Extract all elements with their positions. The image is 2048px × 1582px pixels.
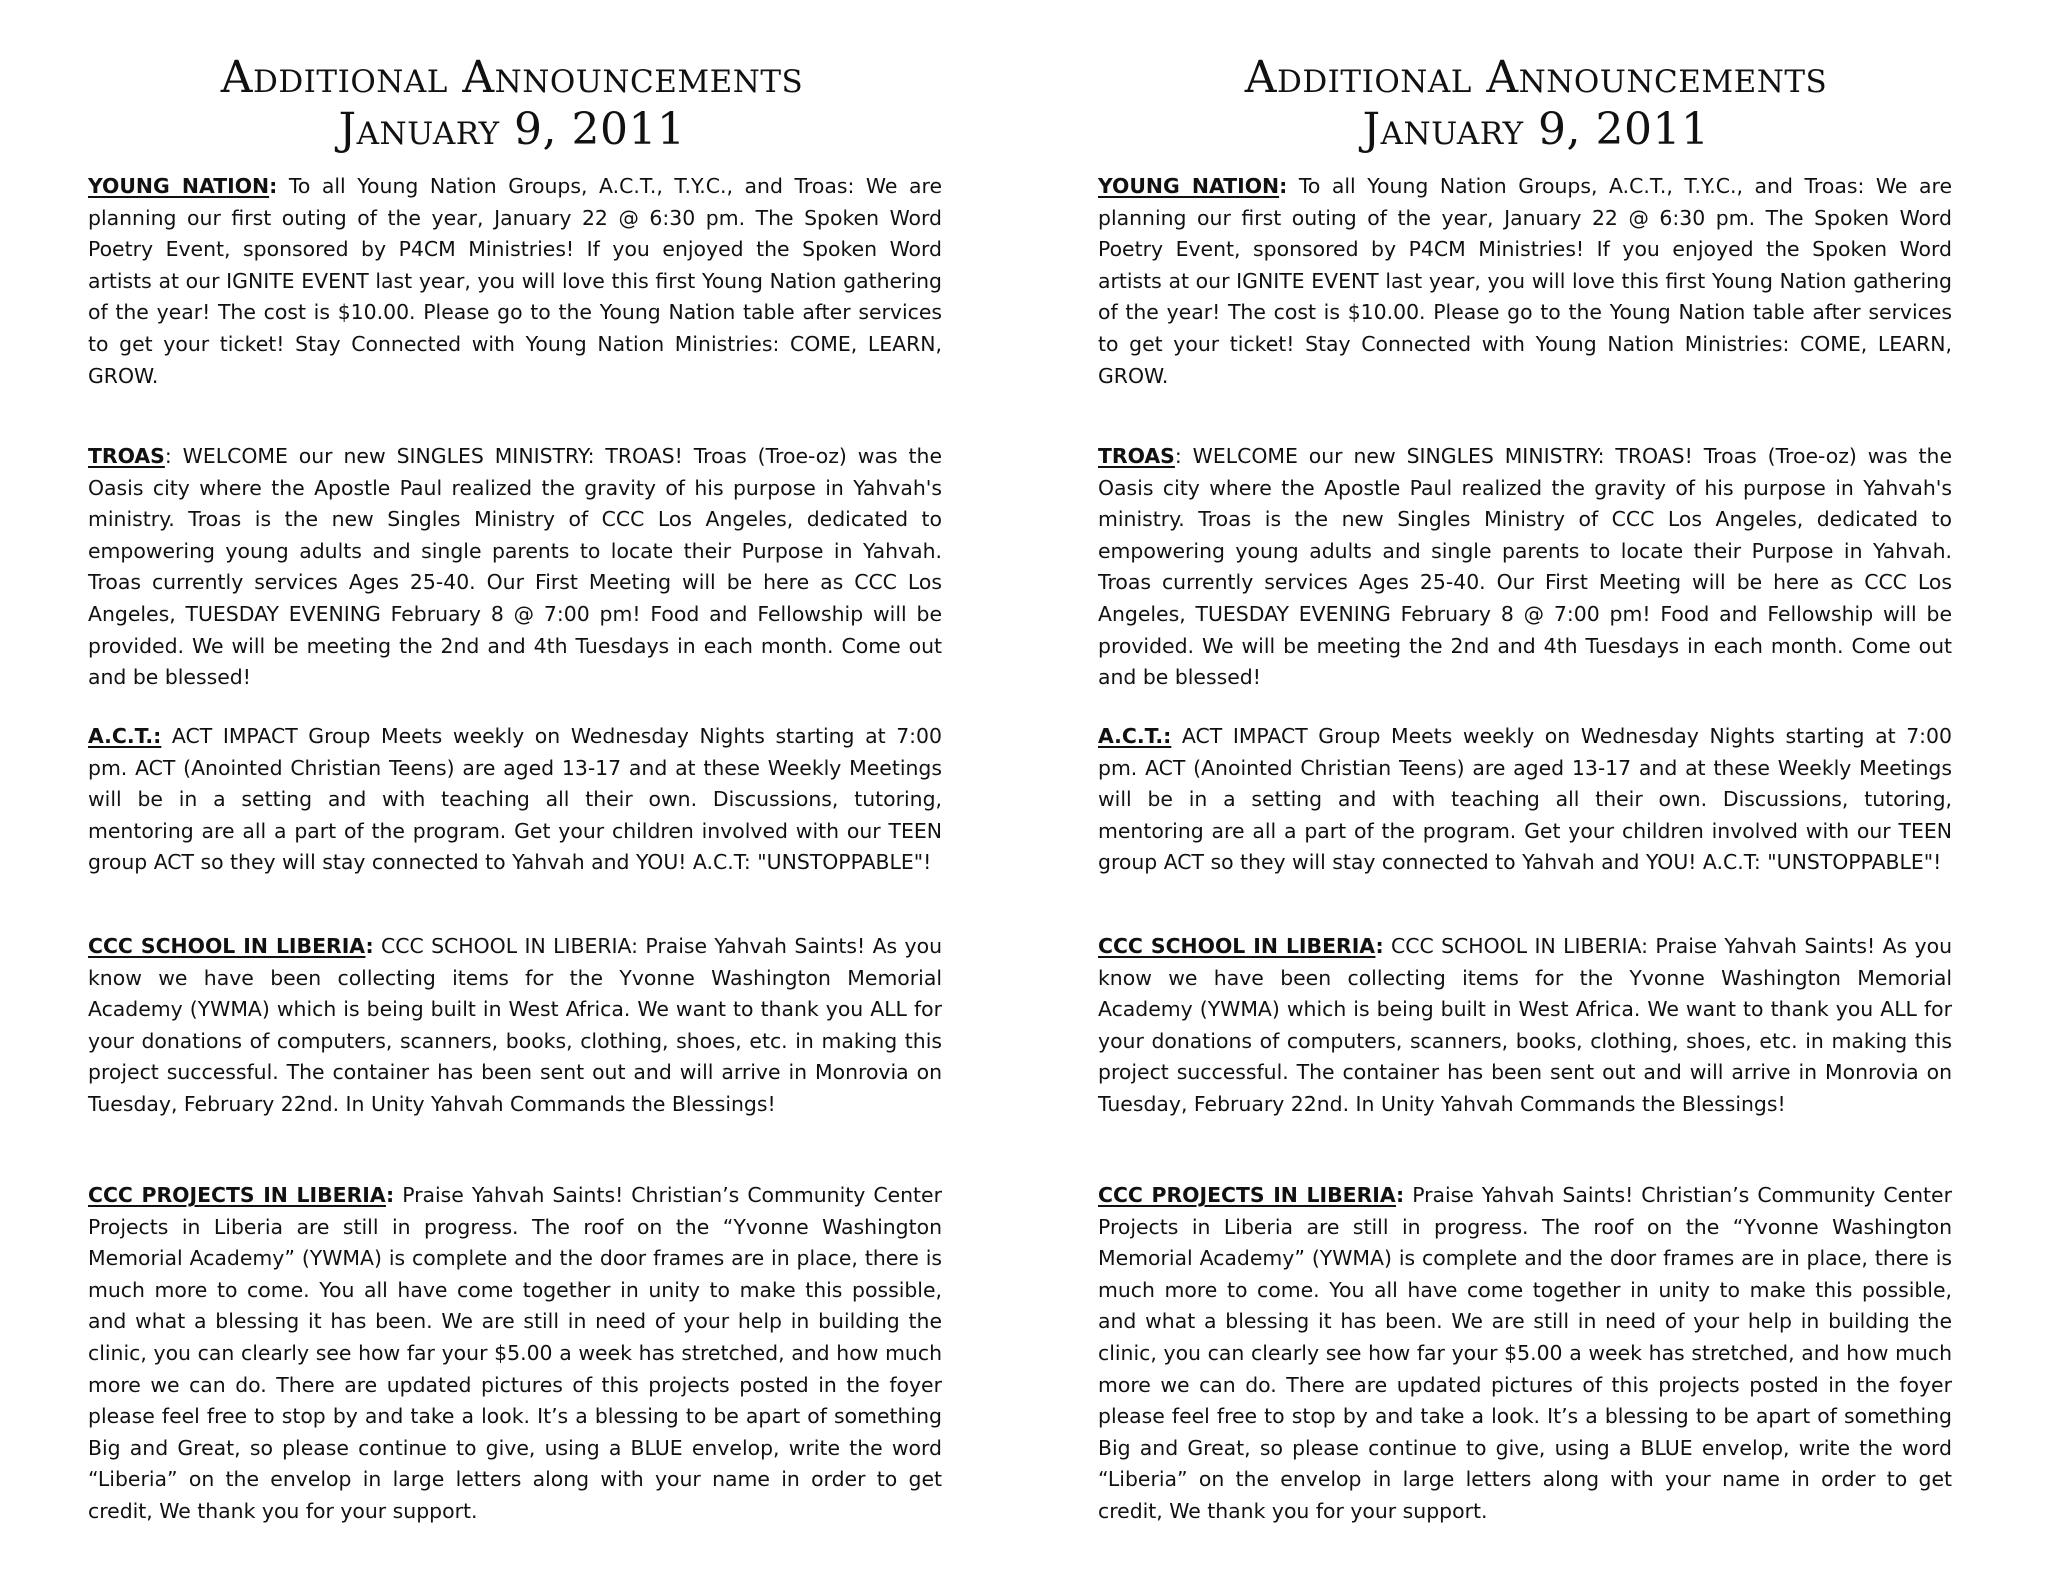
title-date: January 9, 2011 [1362,104,1710,155]
announcement-body: CCC SCHOOL IN LIBERIA: Praise Yahvah Saints! As you know we have been collecting items for the Yvonne Washington Memorial Academy (YWMA) which is being built in West Africa. We want to thank you ALL for your donations of computers, scanners, books, clothing, shoes, etc. in making this project successful. The container has been sent out and will arrive in Monrovia on Tuesday, February 22nd. In Unity Yahvah Commands the Blessings! [88,934,943,1116]
announcement-body: To all Young Nation Groups, A.C.T., T.Y.C., and Troas: We are planning our first outing of the year, January 22 @ 6:30 pm. The Spoken Word Poetry Event, sponsored by P4CM Ministries! If you enjoyed the Spoken Word artists at our IGNITE EVENT last year, you will love this first Young Nation gathering of the year! The cost is $10.00. Please go to the Young Nation table after services to get your ticket! Stay Connected with Young Nation Ministries: COME, LEARN, GROW. [1098,174,1952,388]
announcement-young-nation [88,171,942,392]
announcement-heading: YOUNG NATION [1098,174,1280,198]
announcement-heading: YOUNG NATION [88,174,270,198]
announcement-heading: TROAS [88,444,165,468]
announcement-body: WELCOME our new SINGLES MINISTRY: TROAS! Troas (Troe-oz) was the Oasis city where the Apostle Paul realized the gravity of his purpose in Yahvah's ministry. Troas is the new Singles Ministry of CCC Los Angeles, dedicated to empowering young adults and single parents to locate their Purpose in Yahvah. Troas currently services Ages 25-40. Our First Meeting will be here as CCC Los Angeles, TUESDAY EVENING February 8 @ 7:00 pm! Food and Fellowship will be provided. We will be meeting the 2nd and 4th Tuesdays in each month. Come out and be blessed! [88,444,942,690]
heading-separator: : [365,934,374,958]
announcement-body: Praise Yahvah Saints! Christian’s Community Center Projects in Liberia are still in progress. The roof on the “Yvonne Washington Memorial Academy” (YWMA) is complete and the door frames are in place, there is much more to come. You all have come together in unity to make this possible, and what a blessing it has been. We are still in need of your help in building the clinic, you can clearly see how far your $5.00 a week has stretched, and how much more we can do. There are updated pictures of this projects posted in the foyer please feel free to stop by and take a look. It’s a blessing to be apart of something Big and Great, so please continue to give, using a BLUE envelop, write the word “Liberia” on the envelop in large letters along with your name in order to get credit, We thank you for your support. [1098,1183,1952,1523]
announcement-heading: CCC SCHOOL IN LIBERIA [88,934,366,958]
heading-separator: : [1396,1183,1405,1207]
announcement-ccc-projects-liberia [1098,1180,1952,1528]
announcement-body: ACT IMPACT Group Meets weekly on Wednesday Nights starting at 7:00 pm. ACT (Anointed Christian Teens) are aged 13-17 and at these Weekly Meetings will be in a setting and with teaching all their own. Discussions, tutoring, mentoring are all a part of the program. Get your children involved with our TEEN group ACT so they will stay connected to Yahvah and YOU! A.C.T: "UNSTOPPABLE"! [1098,724,1952,875]
heading-separator: : [269,174,278,198]
heading-separator: : [1279,174,1288,198]
announcement-young-nation [1098,171,1952,392]
title-line-1: Additional Announcements [220,52,804,103]
announcement-body: WELCOME our new SINGLES MINISTRY: TROAS! Troas (Troe-oz) was the Oasis city where the Apostle Paul realized the gravity of his purpose in Yahvah's ministry. Troas is the new Singles Ministry of CCC Los Angeles, dedicated to empowering young adults and single parents to locate their Purpose in Yahvah. Troas currently services Ages 25-40. Our First Meeting will be here as CCC Los Angeles, TUESDAY EVENING February 8 @ 7:00 pm! Food and Fellowship will be provided. We will be meeting the 2nd and 4th Tuesdays in each month. Come out and be blessed! [1098,444,1952,690]
announcement-ccc-projects-liberia [88,1180,942,1528]
announcement-act [88,721,942,879]
announcement-troas [88,441,942,694]
title-line-1: Additional Announcements [1244,52,1828,103]
announcement-ccc-school-liberia [88,931,942,1121]
heading-separator: : [1375,934,1384,958]
title-date: January 9, 2011 [338,104,686,155]
announcement-heading: CCC SCHOOL IN LIBERIA [1098,934,1376,958]
announcement-act [1098,721,1952,879]
announcement-body: To all Young Nation Groups, A.C.T., T.Y.C., and Troas: We are planning our first outing of the year, January 22 @ 6:30 pm. The Spoken Word Poetry Event, sponsored by P4CM Ministries! If you enjoyed the Spoken Word artists at our IGNITE EVENT last year, you will love this first Young Nation gathering of the year! The cost is $10.00. Please go to the Young Nation table after services to get your ticket! Stay Connected with Young Nation Ministries: COME, LEARN, GROW. [88,174,942,388]
announcement-heading: A.C.T.: [88,724,162,748]
page-title [0,52,1024,156]
page-title [1024,52,2048,156]
announcement-body: ACT IMPACT Group Meets weekly on Wednesday Nights starting at 7:00 pm. ACT (Anointed Christian Teens) are aged 13-17 and at these Weekly Meetings will be in a setting and with teaching all their own. Discussions, tutoring, mentoring are all a part of the program. Get your children involved with our TEEN group ACT so they will stay connected to Yahvah and YOU! A.C.T: "UNSTOPPABLE"! [88,724,942,875]
announcement-heading: CCC PROJECTS IN LIBERIA [88,1183,387,1207]
bulletin-page-right [1024,0,2048,1582]
announcement-body: CCC SCHOOL IN LIBERIA: Praise Yahvah Saints! As you know we have been collecting items for the Yvonne Washington Memorial Academy (YWMA) which is being built in West Africa. We want to thank you ALL for your donations of computers, scanners, books, clothing, shoes, etc. in making this project successful. The container has been sent out and will arrive in Monrovia on Tuesday, February 22nd. In Unity Yahvah Commands the Blessings! [1098,934,1953,1116]
announcement-troas [1098,441,1952,694]
heading-separator: : [1174,444,1182,468]
announcement-body: Praise Yahvah Saints! Christian’s Community Center Projects in Liberia are still in progress. The roof on the “Yvonne Washington Memorial Academy” (YWMA) is complete and the door frames are in place, there is much more to come. You all have come together in unity to make this possible, and what a blessing it has been. We are still in need of your help in building the clinic, you can clearly see how far your $5.00 a week has stretched, and how much more we can do. There are updated pictures of this projects posted in the foyer please feel free to stop by and take a look. It’s a blessing to be apart of something Big and Great, so please continue to give, using a BLUE envelop, write the word “Liberia” on the envelop in large letters along with your name in order to get credit, We thank you for your support. [88,1183,942,1523]
announcement-heading: TROAS [1098,444,1175,468]
announcement-ccc-school-liberia [1098,931,1952,1121]
heading-separator: : [386,1183,395,1207]
heading-separator: : [164,444,172,468]
announcement-heading: A.C.T.: [1098,724,1172,748]
announcement-heading: CCC PROJECTS IN LIBERIA [1098,1183,1397,1207]
